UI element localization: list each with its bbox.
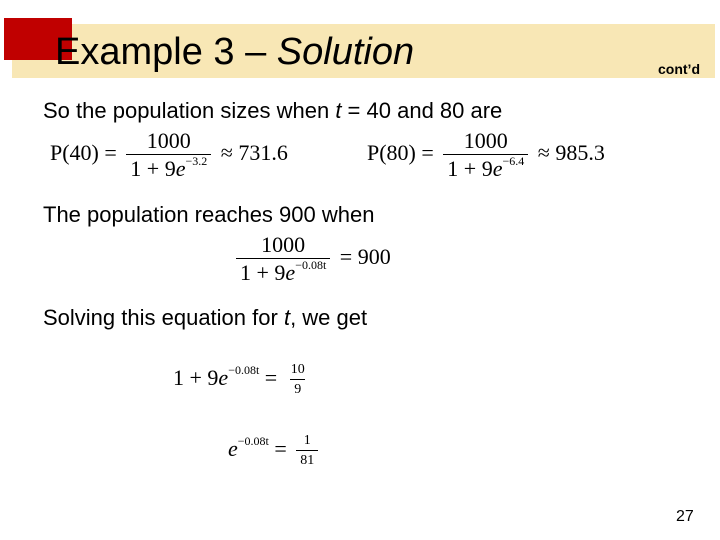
equation-step2 [228, 434, 322, 468]
equation-step1 [173, 363, 313, 397]
reach-fraction [236, 234, 330, 284]
step1-numerator: 10 [290, 362, 305, 377]
reach-e: e [285, 260, 296, 285]
p80-result: ≈ 985.3 [537, 140, 605, 166]
p80-den-prefix: 1 + 9 [447, 156, 493, 181]
line3-variable: t [283, 305, 291, 330]
step2-equals: = [274, 436, 287, 462]
reach-den-prefix: 1 + 9 [240, 260, 286, 285]
p80-exponent: −6.4 [502, 154, 525, 168]
slide-title-italic: Solution [276, 31, 415, 73]
line1-text-b: = 40 and 80 are [341, 98, 503, 123]
equation-p80 [367, 130, 605, 180]
slide-title-main: Example 3 – [55, 31, 277, 73]
text-line-population-sizes [43, 98, 502, 124]
continued-label: cont’d [658, 61, 700, 77]
step2-exponent: −0.08t [237, 434, 269, 449]
p80-e: e [492, 156, 503, 181]
line3-text-b: , we get [290, 305, 368, 330]
slide-title [55, 28, 414, 76]
equation-reach-900 [232, 234, 391, 284]
step2-fraction [296, 434, 318, 468]
step1-exponent: −0.08t [228, 363, 260, 378]
step1-denominator: 9 [290, 379, 305, 397]
p80-denominator [443, 154, 528, 180]
step2-numerator: 1 [303, 433, 311, 448]
p80-numerator: 1000 [463, 128, 508, 153]
p80-lhs: P(80) = [367, 140, 434, 166]
p40-exponent: −3.2 [185, 154, 208, 168]
equation-p40 [50, 130, 288, 180]
step1-e: e [218, 365, 229, 391]
p40-denominator [126, 154, 211, 180]
step1-fraction [287, 363, 309, 397]
p40-e: e [175, 156, 186, 181]
reach-result: = 900 [339, 244, 391, 270]
page-number: 27 [676, 508, 694, 525]
p40-numerator: 1000 [146, 128, 191, 153]
line1-text-a: So the population sizes when [43, 98, 336, 123]
reach-numerator: 1000 [261, 232, 306, 257]
line1-variable: t [335, 98, 342, 123]
reach-denominator [236, 258, 330, 284]
step2-denominator: 81 [296, 450, 318, 468]
line3-text-a: Solving this equation for [43, 305, 284, 330]
step2-e: e [228, 436, 238, 462]
reach-exponent: −0.08t [295, 258, 327, 272]
text-line-solving [43, 305, 367, 331]
p40-lhs: P(40) = [50, 140, 117, 166]
step1-equals: = [264, 365, 278, 391]
p40-result: ≈ 731.6 [220, 140, 288, 166]
p80-fraction [443, 130, 528, 180]
step1-lhs-prefix: 1 + 9 [173, 365, 219, 391]
text-line-population-reaches: The population reaches 900 when [43, 202, 375, 227]
p40-den-prefix: 1 + 9 [130, 156, 176, 181]
p40-fraction [126, 130, 211, 180]
